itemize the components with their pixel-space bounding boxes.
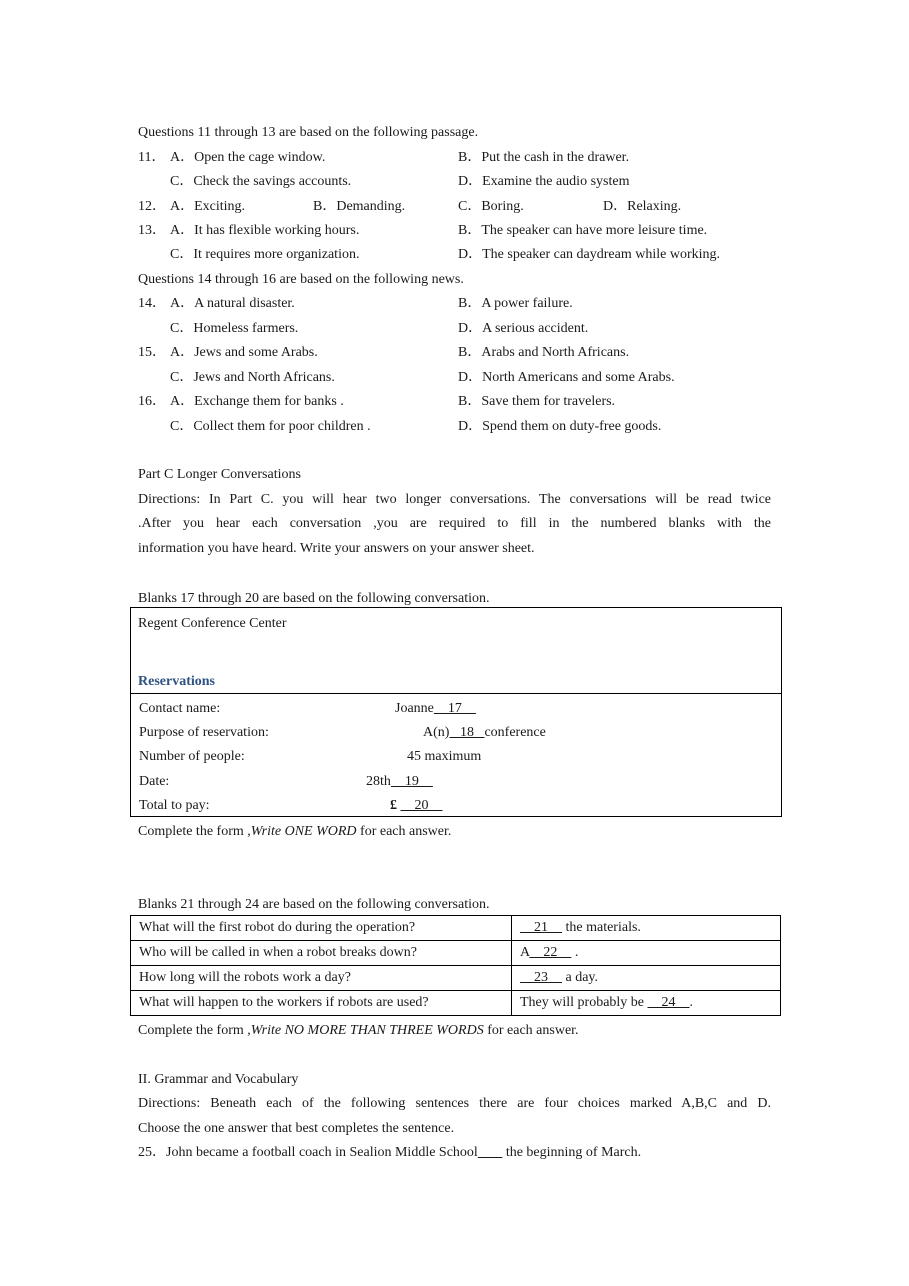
question-cell: Who will be called in when a robot breaks down? <box>131 941 512 966</box>
blank-22: 22 <box>529 945 572 960</box>
answer-cell: They will probably be 24 . <box>512 991 781 1016</box>
form-body <box>131 694 781 816</box>
table-row <box>131 916 781 941</box>
blank-20: 20 <box>400 798 443 813</box>
center-name: Regent Conference Center <box>138 616 287 631</box>
choice-b: B．Demanding. <box>313 199 406 214</box>
purpose-value: A(n) 18 conference <box>423 725 546 740</box>
answer-cell: 23 a day. <box>512 966 781 991</box>
form-instruction: Complete the form ,Write NO MORE THAN THREE WORDS for each answer. <box>138 1023 579 1038</box>
choice-c: C．Jews and North Africans. <box>170 370 335 385</box>
people-value: 45 maximum <box>407 749 482 764</box>
choice-c: C．It requires more organization. <box>170 247 360 262</box>
choice-d: D．Examine the audio system <box>458 174 630 189</box>
contact-value: Joanne 17 <box>395 701 476 716</box>
pay-value: £ 20 <box>390 798 443 813</box>
question-cell: How long will the robots work a day? <box>131 966 512 991</box>
choice-b: B．Put the cash in the drawer. <box>458 150 630 165</box>
directions-line: .After you hear each conversation ,you are required to fill in the numbered blanks with the <box>138 516 771 531</box>
choice-a: A．Open the cage window. <box>170 150 326 165</box>
choice-c: C．Check the savings accounts. <box>170 174 352 189</box>
answer-cell: A 22 . <box>512 941 781 966</box>
table-row <box>131 991 781 1016</box>
question-cell: What will happen to the workers if robots are used? <box>131 991 512 1016</box>
question-25: 25．John became a football coach in Sealion Middle School the beginning of March. <box>138 1145 642 1160</box>
blank-21: 21 <box>520 920 562 935</box>
passage-intro: Questions 11 through 13 are based on the following passage. <box>138 125 479 140</box>
part-c-title: Part C Longer Conversations <box>138 467 301 482</box>
date-label: Date: <box>139 774 170 789</box>
choice-a: A．Exchange them for banks . <box>170 394 344 409</box>
question-number: 14． <box>138 296 166 311</box>
question-number: 13． <box>138 223 166 238</box>
contact-label: Contact name: <box>139 701 221 716</box>
blank-24: 24 <box>647 995 690 1010</box>
table-row <box>131 941 781 966</box>
table-row <box>131 966 781 991</box>
directions-line: Directions: Beneath each of the following sentences there are four choices marked A,B,C and D. <box>138 1096 771 1111</box>
reservation-form <box>130 607 782 817</box>
choice-a: A．Jews and some Arabs. <box>170 345 318 360</box>
blank-25 <box>478 1145 503 1160</box>
choice-d: D．Relaxing. <box>603 199 682 214</box>
choice-b: B．Save them for travelers. <box>458 394 616 409</box>
question-number: 16． <box>138 394 166 409</box>
question-number: 12． <box>138 199 166 214</box>
form-instruction: Complete the form ,Write ONE WORD for each answer. <box>138 824 452 839</box>
answer-cell: 21 the materials. <box>512 916 781 941</box>
question-number: 11． <box>138 150 166 165</box>
choice-b: B．The speaker can have more leisure time. <box>458 223 708 238</box>
choice-c: C．Collect them for poor children . <box>170 419 371 434</box>
choice-c: C．Homeless farmers. <box>170 321 299 336</box>
part-ii-title: II. Grammar and Vocabulary <box>138 1072 299 1087</box>
blank-17: 17 <box>433 701 476 716</box>
choice-b: B．Arabs and North Africans. <box>458 345 630 360</box>
directions-line: Directions: In Part C. you will hear two longer conversations. The conversations will be read twice <box>138 492 771 507</box>
question-cell: What will the first robot do during the operation? <box>131 916 512 941</box>
choice-a: A．A natural disaster. <box>170 296 295 311</box>
directions-line: Choose the one answer that best completes the sentence. <box>138 1121 455 1136</box>
choice-d: D．North Americans and some Arabs. <box>458 370 675 385</box>
directions-line: information you have heard. Write your answers on your answer sheet. <box>138 541 535 556</box>
blank-19: 19 <box>390 774 433 789</box>
question-number: 15． <box>138 345 166 360</box>
date-value: 28th 19 <box>366 774 433 789</box>
choice-d: D．The speaker can daydream while working. <box>458 247 721 262</box>
choice-d: D．A serious accident. <box>458 321 589 336</box>
blank-23: 23 <box>520 970 562 985</box>
news-intro: Questions 14 through 16 are based on the following news. <box>138 272 464 287</box>
choice-a: A．Exciting. <box>170 199 246 214</box>
choice-a: A．It has flexible working hours. <box>170 223 360 238</box>
purpose-label: Purpose of reservation: <box>139 725 269 740</box>
form-header <box>131 608 781 694</box>
blanks-intro: Blanks 21 through 24 are based on the following conversation. <box>138 897 490 912</box>
reservations-heading: Reservations <box>138 674 215 689</box>
blanks-intro: Blanks 17 through 20 are based on the following conversation. <box>138 591 490 606</box>
choice-d: D．Spend them on duty-free goods. <box>458 419 662 434</box>
choice-b: B．A power failure. <box>458 296 573 311</box>
robot-form-table <box>130 915 781 1016</box>
people-label: Number of people: <box>139 749 245 764</box>
choice-c: C．Boring. <box>458 199 524 214</box>
pay-label: Total to pay: <box>139 798 210 813</box>
blank-18: 18 <box>449 725 485 740</box>
